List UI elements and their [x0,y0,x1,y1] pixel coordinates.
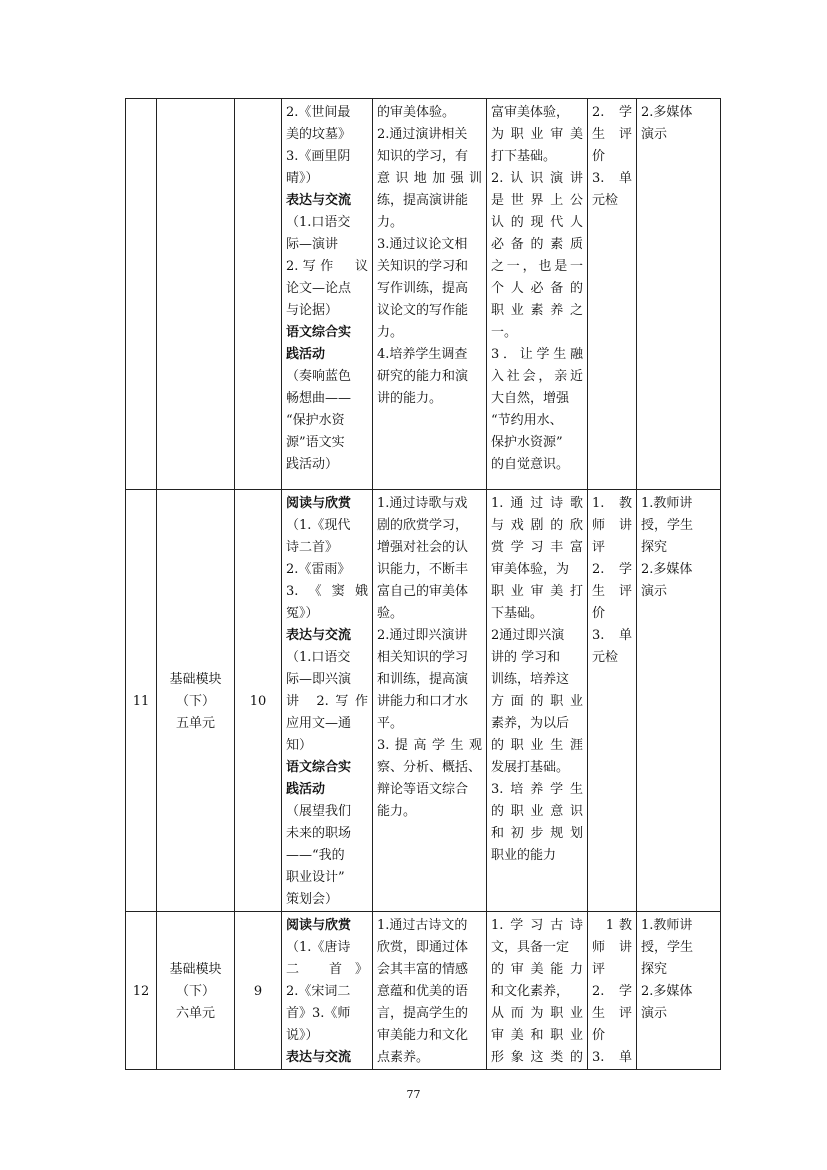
section-heading: 践活动 [286,782,326,797]
text-line: 讲的 学习和 [491,650,561,665]
module-line: （下） [175,694,215,709]
text-line: 审美和职业 [491,1028,583,1043]
text-line: 从而为职业 [491,1006,583,1021]
text-line: 畅想曲—— [286,391,352,406]
text-line: （1.口语交 [286,650,351,665]
text-line: 2. 学 [592,105,632,120]
text-line: 2通过即兴演 [491,628,565,643]
methods-cell [637,912,721,1070]
text-line: 2.多媒体 [641,984,693,999]
section-heading: 表达与交流 [286,628,352,643]
text-line: 识能力，不断丰 [377,562,469,577]
text-line: 之一，也是一 [491,259,583,274]
text-line: 关知识的学习和 [377,259,469,274]
text-line: 3．让学生融 [491,347,583,362]
text-line: 1.通过诗歌 [491,496,583,511]
module-line: （下） [175,984,215,999]
text-line: 3.通过议论文相 [377,237,468,252]
text-line: 力。 [377,215,404,230]
text-line: 生评 [592,1006,632,1021]
text-line: 元检 [592,650,619,665]
methods-cell [637,490,721,912]
text-line: 1 教 [592,918,632,933]
text-line: 说》） [286,1028,319,1043]
text-line: 的职业意识 [491,804,583,819]
text-line: 首》3.《师 [286,1006,351,1021]
text-line: （1.口语交 [286,215,351,230]
page-number: 77 [406,1088,421,1101]
text-line: 必备的素质 [491,237,583,252]
text-line: 和文化素养， [491,984,570,999]
text-line: 价 [592,606,606,621]
literacy-cell [487,490,588,912]
text-line: 验。 [377,606,404,621]
text-line: 打下基础。 [491,149,557,164]
text-line: 1.教师讲 [641,496,693,511]
content-cell [282,912,373,1070]
text-line: 2.通过即兴演讲 [377,628,468,643]
text-line: 2.认识演讲 [491,171,583,186]
text-line: 写作训练，提高 [377,281,469,296]
table-row [126,99,721,490]
text-line: 意蕴和优美的语 [377,984,469,999]
methods-cell [637,99,721,490]
text-line: 下基础。 [491,606,544,621]
text-line: 形象这类的 [491,1050,583,1065]
text-line: 与论据） [286,303,339,318]
text-line: 2.《宋词二 [286,984,351,999]
text-line: （1.《现代 [286,518,351,533]
text-line: 方面的职业 [491,694,583,709]
text-line: ——“我的 [286,848,345,863]
text-line: 意识地加强训 [377,171,482,186]
text-line: 2.多媒体 [641,105,693,120]
text-line: 辩论等语文综合 [377,782,469,797]
section-heading: 语文综合实 [286,760,352,775]
text-line: 评 [592,962,606,977]
row-number-cell [126,99,157,490]
text-line: 师讲 [592,940,632,955]
text-line: 际—即兴演 [286,672,352,687]
section-heading: 语文综合实 [286,325,352,340]
text-line: 1.通过诗歌与戏 [377,496,468,511]
text-line: 会其丰富的情感 [377,962,469,977]
text-line: 知识的学习，有 [377,149,469,164]
text-line: 2.通过演讲相关 [377,127,468,142]
text-line: 元检 [592,193,619,208]
text-line: 认的现代人 [491,215,583,230]
text-line: 审美体验，为 [491,562,570,577]
text-line: 入社会，亲近 [491,369,583,384]
text-line: 价 [592,1028,606,1043]
text-line: 2.写作 议 [286,259,368,274]
content-cell [282,99,373,490]
text-line: 与戏剧的欣 [491,518,583,533]
text-line: 3. 单 [592,171,632,186]
text-line: （1.《唐诗 [286,940,351,955]
section-heading: 阅读与欣赏 [286,918,352,933]
assessment-cell [588,490,637,912]
text-line: 美的坟墓》 [286,127,352,142]
text-line: 相关知识的学习 [377,650,469,665]
text-line: 1.学习古诗 [491,918,583,933]
text-line: 讲能力和口才水 [377,694,469,709]
literacy-cell [487,912,588,1070]
text-line: 授，学生 [641,518,694,533]
text-line: （奏响蓝色 [286,369,352,384]
text-line: 议论文的写作能 [377,303,469,318]
text-line: 素养，为以后 [491,716,570,731]
text-line: 际—演讲 [286,237,339,252]
text-line: 点素养。 [377,1050,430,1065]
goals-cell [373,912,487,1070]
row-number-cell: 12 [126,912,157,1070]
section-heading: 践活动 [286,347,326,362]
text-line: 3.提高学生观 [377,738,482,753]
text-line: 3.《窦娥 [286,584,368,599]
text-line: 是世界上公 [491,193,583,208]
text-line: 演示 [641,1006,668,1021]
text-line: 策划会） [286,892,339,907]
text-line: 2. 学 [592,562,632,577]
module-cell [157,99,235,490]
text-line: 增强对社会的认 [377,540,469,555]
text-line: 欣赏，即通过体 [377,940,469,955]
text-line: 文，具备一定 [491,940,570,955]
goals-cell [373,490,487,912]
text-line: 演示 [641,584,668,599]
text-line: 论文—论点 [286,281,352,296]
text-line: 未来的职场 [286,826,352,841]
text-line: 和初步规划 [491,826,583,841]
text-line: 2.多媒体 [641,562,693,577]
module-line: 基础模块 [169,672,222,687]
text-line: 讲 2.写作 [286,694,368,709]
text-line: 2. 学 [592,984,632,999]
assessment-cell [588,99,637,490]
section-heading: 表达与交流 [286,193,352,208]
text-line: 知） [286,738,313,753]
text-line: 价 [592,149,606,164]
table-row [126,912,721,1070]
text-line: 职业素养之 [491,303,583,318]
text-line: 探究 [641,540,668,555]
literacy-cell [487,99,588,490]
text-line: 二 首》 [286,962,368,977]
text-line: 剧的欣赏学习， [377,518,469,533]
text-line: 生评 [592,584,632,599]
module-cell [157,912,235,1070]
text-line: 为职业审美 [491,127,583,142]
text-line: 的审美能力 [491,962,583,977]
text-line: “保护水资 [286,413,345,428]
text-line: 和训练，提高演 [377,672,469,687]
text-line: 应用文—通 [286,716,352,731]
section-heading: 阅读与欣赏 [286,496,352,511]
text-line: 3.培养学生 [491,782,583,797]
module-line: 六单元 [175,1006,215,1021]
text-line: 的审美体验。 [377,105,456,120]
text-line: 2.《雷雨》 [286,562,351,577]
text-line: 研究的能力和演 [377,369,469,384]
row-number-cell: 11 [126,490,157,912]
assessment-cell [588,912,637,1070]
text-line: 职业设计” [286,870,345,885]
hours-cell: 9 [235,912,282,1070]
text-line: 晴》） [286,171,319,186]
text-line: 1.教师讲 [641,918,693,933]
text-line: 个人必备的 [491,281,583,296]
text-line: 保护水资源” [491,435,563,450]
table-row [126,490,721,912]
text-line: “节约用水、 [491,413,563,428]
text-line: 审美能力和文化 [377,1028,469,1043]
text-line: 平。 [377,716,404,731]
goals-cell [373,99,487,490]
text-line: 言，提高学生的 [377,1006,469,1021]
module-line: 基础模块 [169,962,222,977]
text-line: 1. 教 [592,496,632,511]
text-line: 富审美体验， [491,105,570,120]
text-line: 职业的能力 [491,848,557,863]
text-line: 评 [592,540,606,555]
text-line: 1.通过古诗文的 [377,918,468,933]
text-line: 训练，培养这 [491,672,570,687]
text-line: 诗二首》 [286,540,339,555]
text-line: 讲的能力。 [377,391,443,406]
text-line: 践活动） [286,457,339,472]
text-line: 一。 [491,325,518,340]
module-line: 五单元 [175,716,215,731]
text-line: 2.《世间最 [286,105,351,120]
text-line: 能力。 [377,804,417,819]
text-line: 生评 [592,127,632,142]
text-line: 源”语文实 [286,435,345,450]
text-line: 力。 [377,325,404,340]
hours-cell: 10 [235,490,282,912]
text-line: 察、分析、概括、 [377,760,482,775]
text-line: 3. 单 [592,628,632,643]
text-line: 富自己的审美体 [377,584,469,599]
hours-cell [235,99,282,490]
text-line: 练，提高演讲能 [377,193,469,208]
content-cell [282,490,373,912]
text-line: （展望我们 [286,804,352,819]
text-line: 赏学习丰富 [491,540,583,555]
text-line: 演示 [641,127,668,142]
section-heading: 表达与交流 [286,1050,352,1065]
text-line: 发展打基础。 [491,760,570,775]
text-line: 3.《画里阴 [286,149,351,164]
text-line: 师讲 [592,518,632,533]
module-cell [157,490,235,912]
text-line: 4.培养学生调查 [377,347,468,362]
text-line: 职业审美打 [491,584,583,599]
course-plan-table [125,98,721,1070]
text-line: 的职业生涯 [491,738,583,753]
text-line: 大自然，增强 [491,391,570,406]
text-line: 冤》） [286,606,319,621]
text-line: 探究 [641,962,668,977]
text-line: 授，学生 [641,940,694,955]
text-line: 3. 单 [592,1050,632,1065]
text-line: 的自觉意识。 [491,457,570,472]
